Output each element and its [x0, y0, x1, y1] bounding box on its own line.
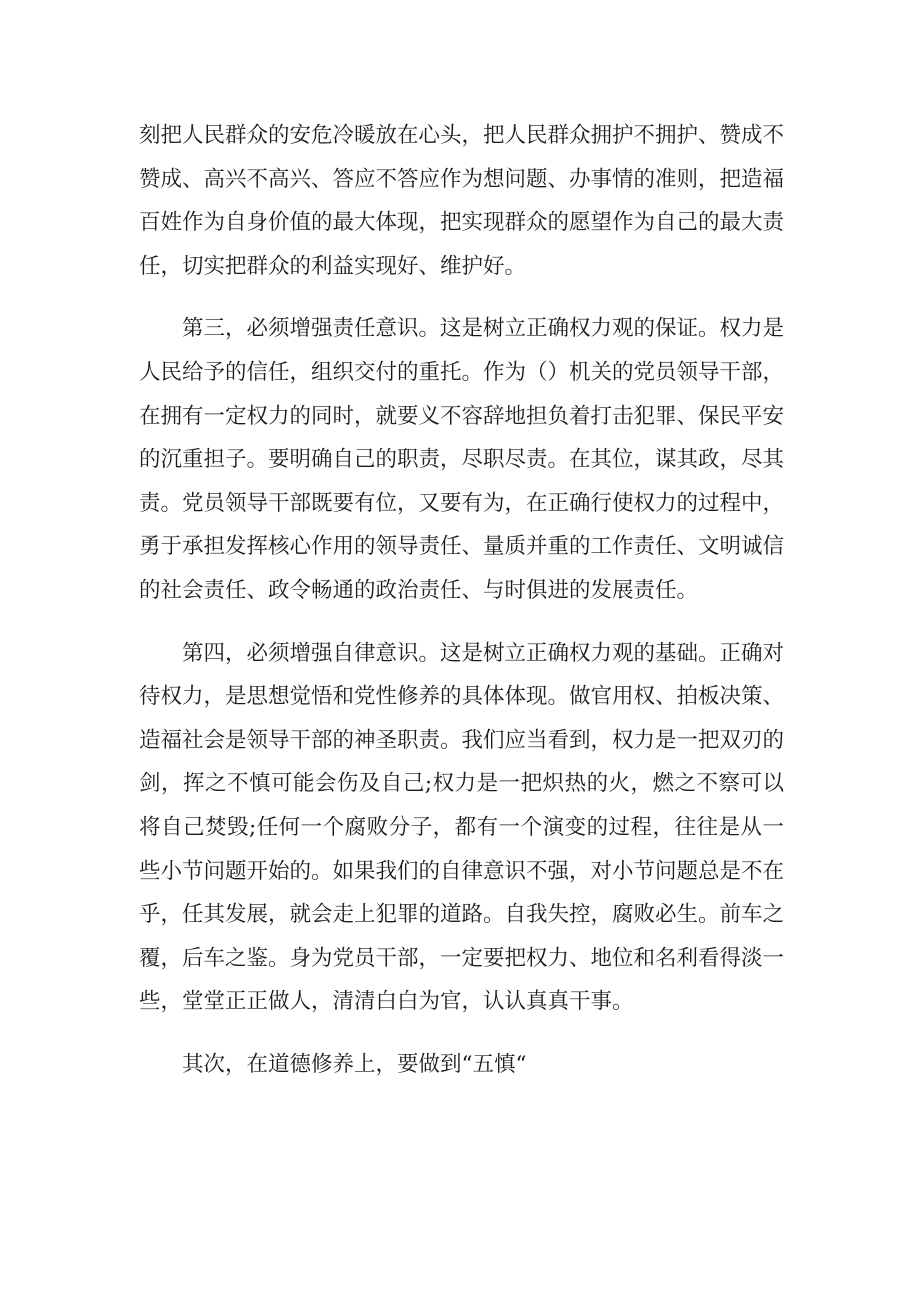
document-body [139, 114, 784, 1105]
paragraph-self-discipline-awareness: 第四，必须增强自律意识。这是树立正确权力观的基础。正确对待权力，是思想觉悟和党性修养的具体体现。做官用权、拍板决策、造福社会是领导干部的神圣职责。我们应当看到，权力是一把双刃的剑，挥之不慎可能会伤及自己;权力是一把炽热的火，燃之不察可以将自己焚毁;任何一个腐败分子，都有一个演变的过程，往往是从一些小节问题开始的。如果我们的自律意识不强，对小节问题总是不在乎，任其发展，就会走上犯罪的道路。自我失控，腐败必生。前车之覆，后车之鉴。身为党员干部，一定要把权力、地位和名利看得淡一些，堂堂正正做人，清清白白为官，认认真真干事。 [139, 640, 785, 1015]
paragraph-moral-cultivation: 其次，在道德修养上，要做到“五慎“ [182, 1051, 527, 1077]
paragraph-responsibility-awareness: 第三，必须增强责任意识。这是树立正确权力观的保证。权力是人民给予的信任，组织交付的重托。作为（）机关的党员领导干部，在拥有一定权力的同时，就要义不容辞地担负着打击犯罪、保民平安的沉重担子。要明确自己的职责，尽职尽责。在其位，谋其政，尽其责。党员领导干部既要有位，又要有为，在正确行使权力的过程中，勇于承担发挥核心作用的领导责任、量质并重的工作责任、文明诚信的社会责任、政令畅通的政治责任、与时俱进的发展责任。 [139, 316, 785, 603]
paragraph-continuation: 刻把人民群众的安危冷暖放在心头，把人民群众拥护不拥护、赞成不赞成、高兴不高兴、答应不答应作为想问题、办事情的准则，把造福百姓作为自身价值的最大体现，把实现群众的愿望作为自己的最大责任，切实把群众的利益实现好、维护好。 [139, 123, 785, 279]
